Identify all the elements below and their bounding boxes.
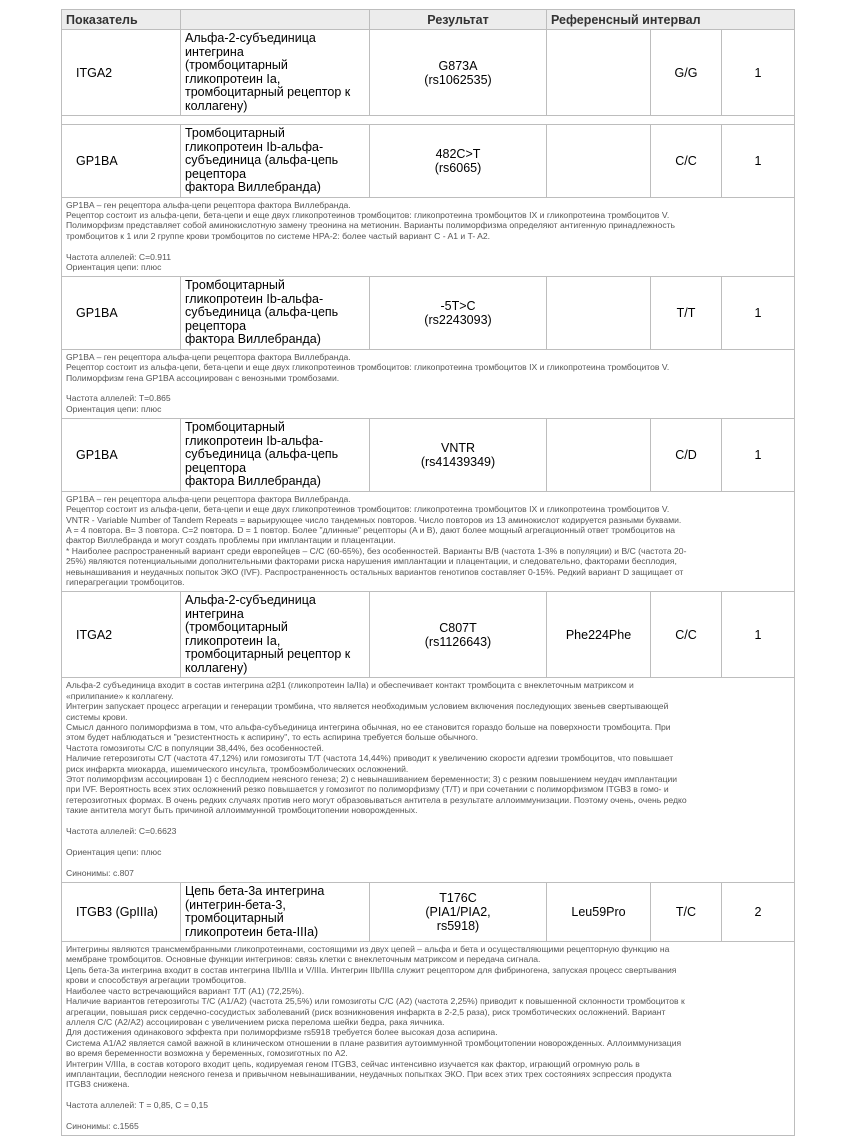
gene-name (181, 30, 370, 116)
gene-name-line: Цепь бета-3а интегрина (интегрин-бета-3, (185, 884, 325, 912)
count-value: 1 (722, 277, 795, 350)
description-line: Синонимы: с.807 (66, 867, 134, 878)
description-line: при IVF. Вероятность всех этих осложнений резко повышается у гомозигот по полиморфизму (T/T) и при сочетании с полиморфизмом ITGB3 в гомо- и (66, 784, 669, 795)
description-line: Частота аллелей: C=0.6623 (66, 826, 177, 837)
header-result: Результат (370, 10, 547, 30)
description-line: Рецептор состоит из альфа-цепи, бета-цепи и еще двух гликопротеинов тромбоцитов: гликопротеина тромбоцитов IX и гликопротеина тромбоцитов V. (66, 504, 670, 515)
header-reference: Референсный интервал (547, 10, 795, 30)
description-line: 25%) являются потенциальными дополнительными факторами риска нарушения имплантации и плацентации, и следовательно, факторами бесплодия, (66, 556, 677, 567)
genotype-value: T/T (651, 277, 722, 350)
description-line: такие антитела могут быть причиной аллоиммунной тромбоцитопении новорожденных. (66, 805, 418, 816)
gene-name-line: Альфа-2-субъединица интегрина (185, 593, 316, 621)
result-line: T176C (439, 891, 477, 906)
description-line: фактор Виллебранда и могут создать проблемы при имплантации и плацентации. (66, 535, 396, 546)
result-row (62, 883, 795, 942)
result-line: VNTR (440, 441, 476, 455)
description-line: Наличие гетерозиготы C/T (частота 47,12%) или гомозиготы T/T (частота 14,44%) приводит к увеличению скорости адгезии тромбоцитов, что повышает (66, 753, 674, 764)
description-line: аллеля C/C (A2/A2) ассоциирован с увеличением риска перелома шейки бедра, рака яичника. (66, 1016, 445, 1027)
gene-name-line: тромбоцитарный рецептор к коллагену) (185, 85, 351, 113)
description-line (66, 1111, 790, 1121)
genotype-value: C/C (651, 125, 722, 198)
reference-value (547, 277, 651, 350)
description-line: A = 4 повтора. B= 3 повтора. C=2 повтора. D = 1 повтор. Более "длинные" рецепторы (A и B), дают более мощный агрегационный ответ тромбоцитов на (66, 524, 676, 535)
description-text (62, 349, 795, 418)
description-line: гиперагрегации тромбоцитов. (66, 577, 185, 587)
gene-name-line: фактора Виллебранда) (185, 474, 321, 489)
count-value: 2 (722, 883, 795, 942)
description-line: VNTR - Variable Number of Tandem Repeats = варьирующее число тандемных повторов. Число повторов из 13 аминокислот кодируется разными буквами. (66, 514, 682, 525)
description-line: мембране тромбоцитов. Основные функции интегринов: связь клетки с внеклеточным матриксом и передача сигнала. (66, 954, 541, 965)
result-line: (rs41439349) (420, 455, 496, 469)
count-value: 1 (722, 592, 795, 678)
description-line (66, 383, 790, 393)
gene-name-line: фактора Виллебранда) (185, 180, 321, 194)
description-line: невынашивания и неудачных попыток ЭКО (IVF). Распространенность остальных вариантов генотипов составляет 0-15%. Редкий вариант D защищает от (66, 566, 684, 577)
description-line: Интегрин V/IIIa, в состав которого входит цепь, кодируемая геном ITGB3, сейчас интенсивно изучается как фактор, играющий огромную роль в (66, 1058, 640, 1069)
description-row (62, 197, 795, 277)
description-text (62, 678, 795, 883)
gene-name-line: тромбоцитарный гликопротеин бета-IIIa) (185, 911, 319, 939)
result-row (62, 30, 795, 116)
description-line: Для достижения одинакового эффекта при полиморфизме rs5918 требуется более высокая доза аспирина. (66, 1027, 498, 1038)
description-text (62, 491, 795, 592)
gene-name-line: Тромбоцитарный гликопротеин Ib-альфа- (185, 278, 324, 306)
description-line: гетерозиготных формах. В очень редких случаях против него могут образовываться антитела в результате аллоиммунизации. Поэтому очень, очень редко (66, 794, 687, 805)
description-row (62, 678, 795, 883)
result-value (370, 419, 547, 492)
result-line: C807T (439, 620, 477, 635)
result-line: (rs2243093) (424, 313, 492, 328)
description-line: этом будет наблюдаться и "резистентность к аспирину", то есть аспирина требуется больше обычного. (66, 732, 479, 743)
description-line: Частота аллелей: C=0.911 (66, 251, 172, 262)
table-header (62, 10, 795, 30)
description-line: Интегрины являются трансмембранными гликопротеинами, состоящими из двух цепей – альфа и бета и осуществляющими рецепторную функцию на (66, 944, 670, 955)
gene-code: ITGB3 (GpIIIa) (62, 883, 181, 942)
genotype-value: C/C (651, 592, 722, 678)
result-row (62, 277, 795, 350)
result-row (62, 592, 795, 678)
gene-name (181, 883, 370, 942)
description-line: * Наиболее распространенный вариант среди европейцев – C/C (60-65%), без особенностей. Варианты B/B (частота 1-3% в популяции) и B/C (частота 20- (66, 545, 687, 556)
gene-name-line: (тромбоцитарный гликопротеин Ia, (185, 620, 288, 648)
gene-name-line: субъединица (альфа-цепь рецептора (185, 447, 339, 475)
description-line: крови и способствуя агрегации тромбоцитов. (66, 975, 247, 986)
reference-value (547, 30, 651, 116)
genotype-value: C/D (651, 419, 722, 492)
description-line: тромбоцитов к 1 или 2 группе крови тромбоцитов по системе HPA-2: более частый вариант C - A1 и T- A2. (66, 230, 491, 241)
description-line (66, 241, 790, 251)
description-line: Наличие вариантов гетерозиготы T/C (A1/A2) (частота 25,5%) или гомозиготы C/C (A2) (частота 2,25%) приводит к повышенной склонности тромбоцитов к (66, 996, 685, 1007)
reference-value (547, 125, 651, 198)
result-row (62, 419, 795, 492)
gene-name-line: субъединица (альфа-цепь рецептора (185, 305, 339, 333)
description-line: GP1BA – ген рецептора альфа-цепи рецептора фактора Виллебранда. (66, 351, 351, 362)
description-line: Рецептор состоит из альфа-цепи, бета-цепи и еще двух гликопротеинов тромбоцитов: гликопротеина тромбоцитов IX и гликопротеина тромбоцитов V. (66, 209, 670, 220)
gene-name-line: Тромбоцитарный гликопротеин Ib-альфа- (185, 126, 324, 154)
result-line: (rs6065) (434, 160, 482, 175)
description-line: GP1BA – ген рецептора альфа-цепи рецептора фактора Виллебранда. (66, 199, 351, 210)
result-value (370, 883, 547, 942)
gene-code: GP1BA (62, 277, 181, 350)
description-line: Интегрин запускает процесс агрегации и генерации тромбина, что является необходимым условием включения последующих звеньев свертывающей (66, 701, 669, 712)
description-text (62, 942, 795, 1136)
description-line: Частота гомозиготы C/C в популяции 38,44%, без особенностей. (66, 742, 324, 753)
result-line: -5T>C (440, 299, 476, 314)
spacer-row (62, 116, 795, 125)
description-line: риск инфаркта миокарда, ишемического инсульта, тромбоэмболических осложнений. (66, 763, 409, 774)
gene-name-line: тромбоцитарный рецептор к коллагену) (185, 647, 351, 675)
gene-code: GP1BA (62, 419, 181, 492)
description-line: Ориентация цепи: плюс (66, 261, 162, 272)
result-line: (PIA1/PIA2, (425, 905, 491, 920)
result-line: (rs1062535) (424, 72, 492, 87)
reference-value: Leu59Pro (547, 883, 651, 942)
result-value (370, 592, 547, 678)
gene-name-line: Альфа-2-субъединица интегрина (185, 31, 316, 59)
description-line: Синонимы: c.1565 (66, 1120, 139, 1131)
description-line: GP1BA – ген рецептора альфа-цепи рецептора фактора Виллебранда. (66, 493, 351, 504)
gene-name-line: субъединица (альфа-цепь рецептора (185, 153, 339, 181)
description-line: имплантации, бесплодии неясного генеза и привычном невынашивании, неудачных попытках ЭКО. При всех этих трех состояниях эспрессия продукта (66, 1068, 672, 1079)
gene-name-line: фактора Виллебранда) (185, 332, 321, 347)
gene-code: ITGA2 (62, 30, 181, 116)
description-line: Рецептор состоит из альфа-цепи, бета-цепи и еще двух гликопротеинов тромбоцитов: гликопротеина тромбоцитов IX и гликопротеина тромбоцитов V. (66, 362, 670, 373)
description-row (62, 349, 795, 418)
description-line: Наиболее часто встречающийся вариант T/T (A1) (72,25%). (66, 985, 305, 996)
description-text (62, 197, 795, 277)
reference-value: Phe224Phe (547, 592, 651, 678)
gene-name (181, 125, 370, 198)
description-line: системы крови. (66, 711, 128, 722)
result-line: (rs1126643) (424, 634, 492, 649)
description-line: Полиморфизм гена GP1BA ассоциирован с венозными тромбозами. (66, 372, 340, 383)
result-line: 482C>T (435, 146, 481, 161)
description-line: Смысл данного полиморфизма в том, что альфа-субъединица интегрина обычная, но ее становится гораздо больше на поверхности тромбоцита. При (66, 722, 671, 733)
gene-name-line: (тромбоцитарный гликопротеин Ia, (185, 58, 288, 86)
result-value (370, 30, 547, 116)
description-line: Ориентация цепи: плюс (66, 403, 162, 414)
result-line: G873A (438, 58, 478, 73)
description-line: «прилипание» к коллагену. (66, 690, 174, 701)
description-line (66, 816, 790, 826)
count-value: 1 (722, 125, 795, 198)
description-line: Этот полиморфизм ассоциирован 1) с бесплодием неясного генеза; 2) с невынашиванием беременности; 3) с резким повышением неудач имплантации (66, 774, 678, 785)
description-line: Частота аллелей: T=0.865 (66, 393, 171, 404)
description-line: во время беременности возможна у беременных, гомозиготных по A2. (66, 1048, 348, 1059)
genetic-report (61, 9, 794, 1136)
header-empty (181, 10, 370, 30)
description-line: Система A1/A2 является самой важной в клиническом отношении в плане развития аутоиммунной тромбоцитопении новорожденных. Аллоиммунизация (66, 1037, 682, 1048)
result-row (62, 125, 795, 198)
description-line (66, 1090, 790, 1100)
description-line: Ориентация цепи: плюс (66, 846, 162, 857)
description-line: Полиморфизм представляет собой аминокислотную замену треонина на метионин. Варианты полиморфизма определяют антигенную принадлежность (66, 220, 676, 231)
description-row (62, 491, 795, 592)
description-line: Альфа-2 субъединица входит в состав интегрина α2β1 (гликопротеин Ia/IIa) и обеспечивает контакт тромбоцита с внеклеточным матриксом и (66, 680, 634, 691)
description-line: ITGB3 снижена. (66, 1079, 130, 1090)
description-line: агрегации, повышая риск сердечно-сосудистых заболеваний (риск возникновения инфаркта в 2-2,5 раза), риск тромботических осложнений. Вариант (66, 1006, 666, 1017)
gene-name (181, 419, 370, 492)
spacer-cell (62, 116, 795, 125)
gene-name (181, 592, 370, 678)
genotype-value: T/C (651, 883, 722, 942)
description-line: Частота аллелей: T = 0,85, C = 0,15 (66, 1100, 209, 1111)
description-row (62, 942, 795, 1136)
gene-code: ITGA2 (62, 592, 181, 678)
gene-code: GP1BA (62, 125, 181, 198)
gene-name (181, 277, 370, 350)
reference-value (547, 419, 651, 492)
gene-name-line: Тромбоцитарный гликопротеин Ib-альфа- (185, 420, 324, 448)
description-line: Цепь бета-3а интегрина входит в состав интегрина IIb/IIIa и V/IIIa. Интегрин IIb/IIIa служит рецептором для фибриногена, запуская процесс свертывания (66, 964, 677, 975)
description-line (66, 857, 790, 867)
count-value: 1 (722, 30, 795, 116)
result-line: rs5918) (436, 919, 480, 934)
result-value (370, 125, 547, 198)
results-table (61, 9, 795, 1136)
count-value: 1 (722, 419, 795, 492)
result-value (370, 277, 547, 350)
header-indicator: Показатель (62, 10, 181, 30)
description-line (66, 836, 790, 846)
genotype-value: G/G (651, 30, 722, 116)
